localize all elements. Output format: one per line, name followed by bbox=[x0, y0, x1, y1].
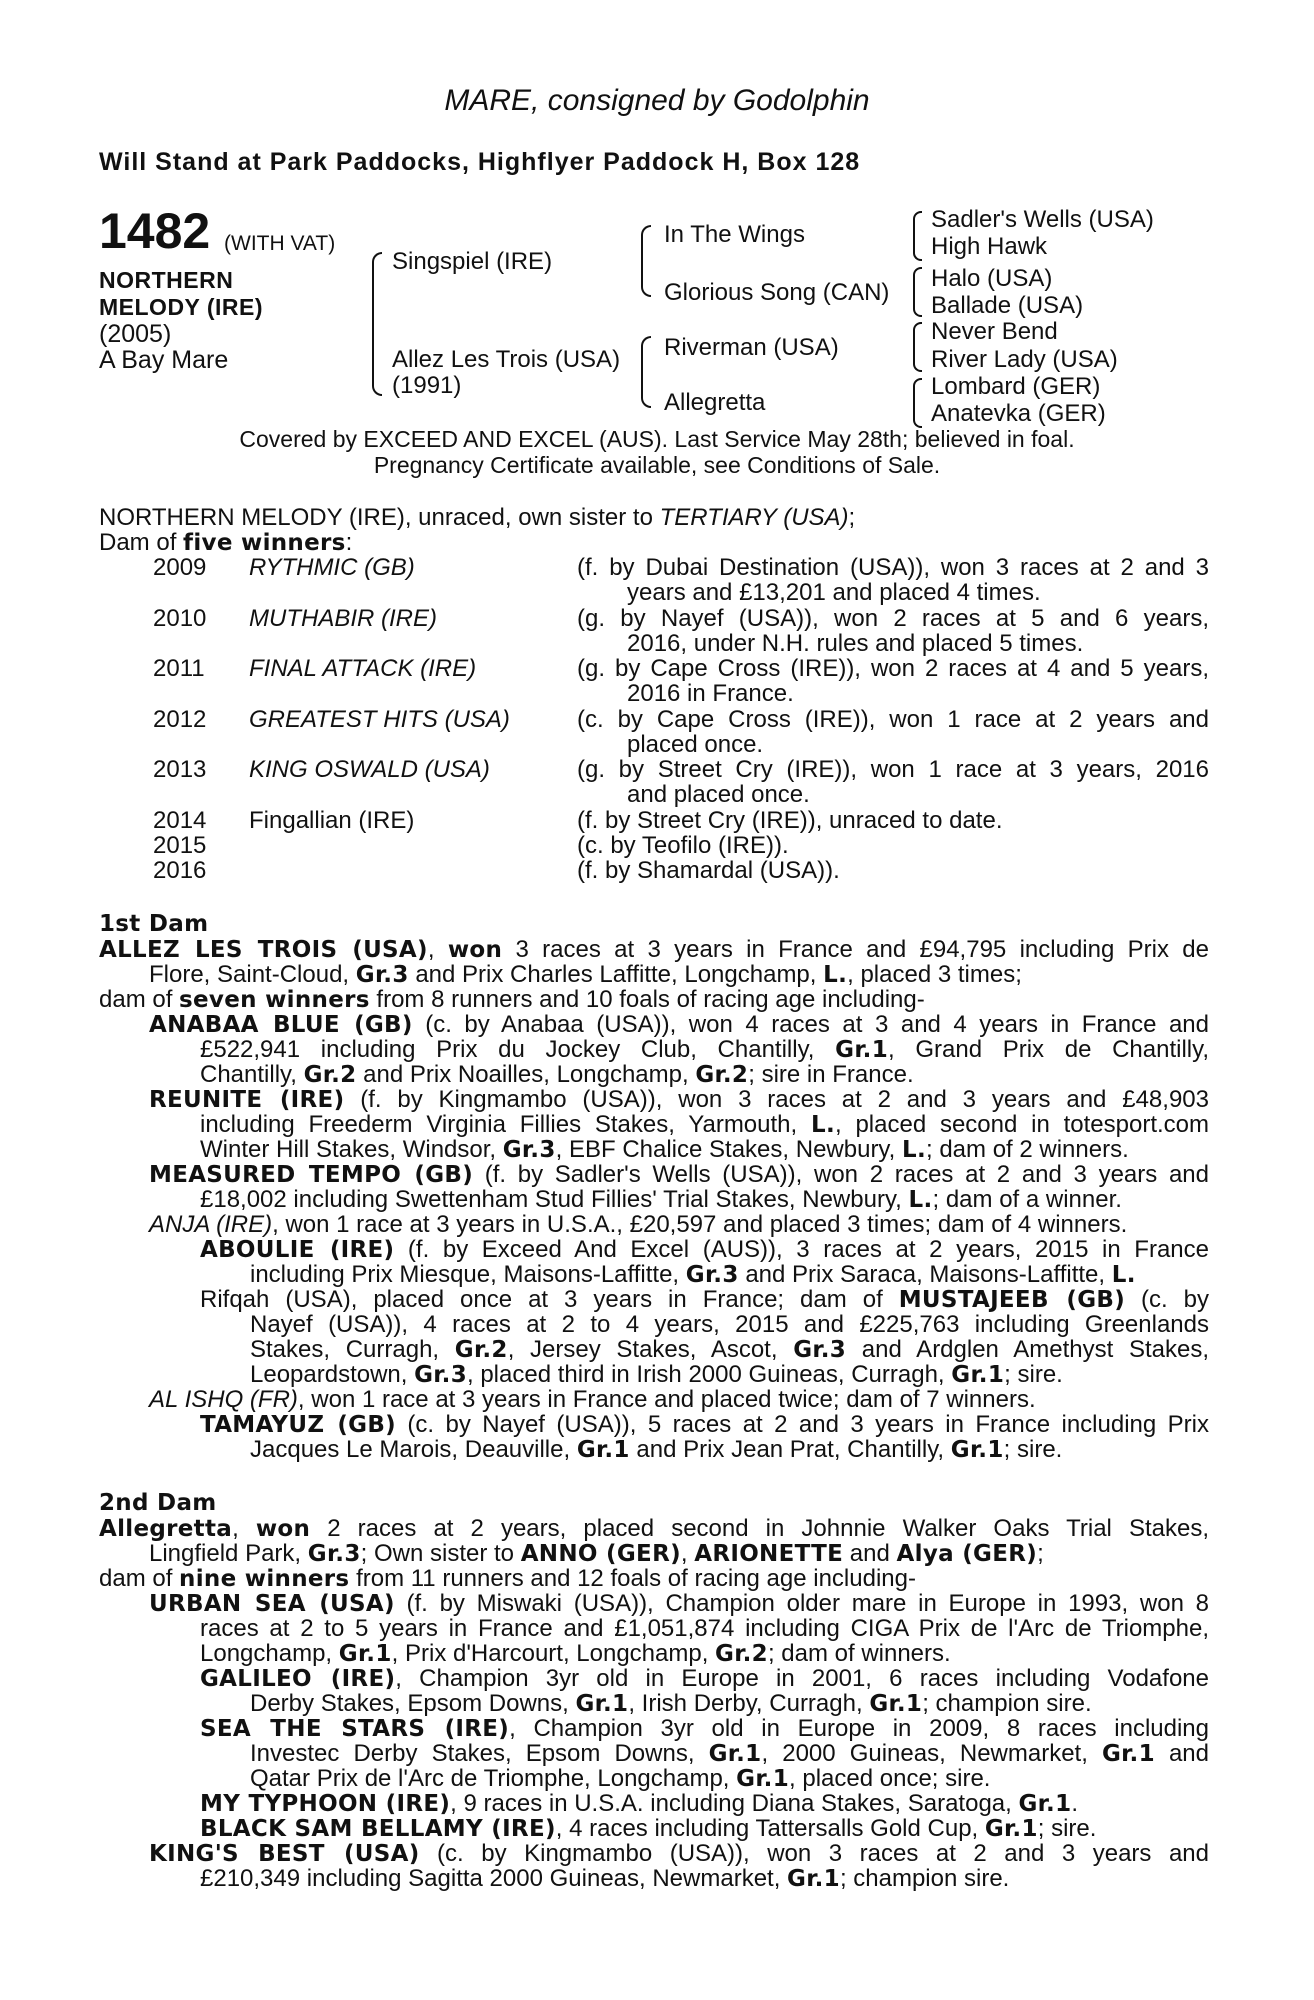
produce-year: 2009 bbox=[153, 554, 207, 581]
kings-line1: KING'S BEST (USA) (c. by Kingmambo (USA)), won 3 races at 2 and 3 years and bbox=[149, 1840, 1209, 1867]
produce-detail: (f. by Street Cry (IRE)), unraced to date. bbox=[577, 807, 1003, 834]
pedigree-brace-g1 bbox=[913, 211, 922, 261]
pedigree-dam-year: (1991) bbox=[392, 372, 462, 399]
produce-year: 2014 bbox=[153, 807, 207, 834]
foaling-year: (2005) bbox=[99, 320, 172, 348]
rifqah-line4: Leopardstown, Gr.3, placed third in Irish 2000 Guineas, Curragh, Gr.1; sire. bbox=[250, 1361, 1063, 1388]
covered-line: Covered by EXCEED AND EXCEL (AUS). Last Service May 28th; believed in foal. bbox=[239, 426, 1075, 452]
sea-line3: Qatar Prix de l'Arc de Triomphe, Longchamp, Gr.1, placed once; sire. bbox=[250, 1765, 991, 1792]
produce-detail-cont: placed once. bbox=[627, 731, 764, 758]
produce-detail-cont: 2016 in France. bbox=[627, 680, 794, 707]
reunite-line1: REUNITE (IRE) (f. by Kingmambo (USA)), won 3 races at 2 and 3 years and £48,903 bbox=[149, 1086, 1209, 1113]
bellamy-line: BLACK SAM BELLAMY (IRE), 4 races including Tattersalls Gold Cup, Gr.1; sire. bbox=[200, 1815, 1097, 1842]
pedigree-dam-dam: Allegretta bbox=[664, 389, 766, 416]
produce-year: 2011 bbox=[153, 655, 205, 682]
summary-line2: Dam of five winners: bbox=[99, 529, 353, 556]
produce-detail: (c. by Teofilo (IRE)). bbox=[577, 832, 789, 859]
pedigree-sire: Singspiel (IRE) bbox=[392, 248, 553, 275]
produce-detail: (g. by Cape Cross (IRE)), won 2 races at 4 and 5 years, bbox=[577, 655, 1209, 682]
pedigree-brace-main bbox=[372, 252, 382, 396]
pedigree-sire-dam: Glorious Song (CAN) bbox=[664, 279, 890, 306]
produce-year: 2015 bbox=[153, 832, 207, 859]
produce-detail-cont: 2016, under N.H. rules and placed 5 times. bbox=[627, 630, 1084, 657]
pedigree-g4: Ballade (USA) bbox=[931, 292, 1084, 319]
vat-note: (WITH VAT) bbox=[224, 232, 336, 255]
produce-name: GREATEST HITS (USA) bbox=[249, 706, 510, 733]
pedigree-g8: Anatevka (GER) bbox=[931, 400, 1106, 427]
sea-line2: Investec Derby Stakes, Epsom Downs, Gr.1, 2000 Guineas, Newmarket, Gr.1 and bbox=[250, 1740, 1210, 1767]
page-title: MARE, consigned by Godolphin bbox=[444, 84, 870, 117]
produce-year: 2016 bbox=[153, 857, 207, 884]
pedigree-brace-g3 bbox=[913, 322, 922, 372]
rifqah-line1: Rifqah (USA), placed once at 3 years in France; dam of MUSTAJEEB (GB) (c. by bbox=[200, 1286, 1209, 1313]
pedigree-g7: Lombard (GER) bbox=[931, 373, 1101, 400]
lot-number: 1482 bbox=[99, 203, 211, 259]
horse-name-line2: MELODY (IRE) bbox=[99, 294, 264, 320]
produce-year: 2013 bbox=[153, 756, 207, 783]
first-dam-line1: ALLEZ LES TROIS (USA), won 3 races at 3 years in France and £94,795 including Prix de bbox=[99, 936, 1209, 963]
second-dam-line1: Allegretta, won 2 races at 2 years, placed second in Johnnie Walker Oaks Trial Stakes, bbox=[99, 1515, 1209, 1542]
stand-location: Will Stand at Park Paddocks, Highflyer Paddock H, Box 128 bbox=[99, 148, 861, 176]
kings-line2: £210,349 including Sagitta 2000 Guineas, Newmarket, Gr.1; champion sire. bbox=[200, 1865, 1010, 1892]
anabaa-line3: Chantilly, Gr.2 and Prix Noailles, Longchamp, Gr.2; sire in France. bbox=[200, 1061, 914, 1088]
urban-line1: URBAN SEA (USA) (f. by Miswaki (USA)), Champion older mare in Europe in 1993, won 8 bbox=[149, 1590, 1209, 1617]
pedigree-g5: Never Bend bbox=[931, 318, 1058, 345]
produce-name: MUTHABIR (IRE) bbox=[249, 605, 437, 632]
produce-name: RYTHMIC (GB) bbox=[249, 554, 415, 581]
produce-year: 2010 bbox=[153, 605, 207, 632]
produce-detail: (g. by Nayef (USA)), won 2 races at 5 and 6 years, bbox=[577, 605, 1209, 632]
second-dam-heading: 2nd Dam bbox=[99, 1490, 217, 1516]
first-dam-heading: 1st Dam bbox=[99, 911, 209, 937]
rifqah-line3: Stakes, Curragh, Gr.2, Jersey Stakes, Ascot, Gr.3 and Ardglen Amethyst Stakes, bbox=[250, 1336, 1210, 1363]
pregnancy-line: Pregnancy Certificate available, see Conditions of Sale. bbox=[373, 452, 941, 478]
tamayuz-line2: Jacques Le Marois, Deauville, Gr.1 and Prix Jean Prat, Chantilly, Gr.1; sire. bbox=[250, 1436, 1063, 1463]
pedigree-g2: High Hawk bbox=[931, 233, 1048, 260]
anabaa-line1: ANABAA BLUE (GB) (c. by Anabaa (USA)), won 4 races at 3 and 4 years in France and bbox=[149, 1011, 1210, 1038]
pedigree-g1: Sadler's Wells (USA) bbox=[931, 206, 1154, 233]
aboulie-line1: ABOULIE (IRE) (f. by Exceed And Excel (AUS)), 3 races at 2 years, 2015 in France bbox=[200, 1236, 1209, 1263]
horse-description: A Bay Mare bbox=[99, 346, 229, 374]
produce-name: FINAL ATTACK (IRE) bbox=[249, 655, 477, 682]
first-dam-line2: Flore, Saint-Cloud, Gr.3 and Prix Charles Laffitte, Longchamp, L., placed 3 times; bbox=[149, 961, 1022, 988]
produce-detail: (c. by Cape Cross (IRE)), won 1 race at 2 years and bbox=[577, 706, 1209, 733]
produce-detail: (g. by Street Cry (IRE)), won 1 race at 3 years, 2016 bbox=[577, 756, 1209, 783]
pedigree-brace-sire bbox=[641, 225, 651, 297]
first-dam-line3: dam of seven winners from 8 runners and 10 foals of racing age including- bbox=[99, 986, 925, 1013]
pedigree-g3: Halo (USA) bbox=[931, 265, 1053, 292]
sea-line1: SEA THE STARS (IRE), Champion 3yr old in Europe in 2009, 8 races including bbox=[200, 1715, 1210, 1742]
anja-line: ANJA (IRE), won 1 race at 3 years in U.S.A., £20,597 and placed 3 times; dam of 4 winners. bbox=[149, 1211, 1128, 1238]
second-dam-line2: Lingfield Park, Gr.3; Own sister to ANNO (GER), ARIONETTE and Alya (GER); bbox=[149, 1540, 1044, 1567]
reunite-line3: Winter Hill Stakes, Windsor, Gr.3, EBF Chalice Stakes, Newbury, L.; dam of 2 winners. bbox=[200, 1136, 1129, 1163]
galileo-line1: GALILEO (IRE), Champion 3yr old in Europe in 2001, 6 races including Vodafone bbox=[200, 1665, 1209, 1692]
galileo-line2: Derby Stakes, Epsom Downs, Gr.1, Irish Derby, Curragh, Gr.1; champion sire. bbox=[250, 1690, 1092, 1717]
reunite-line2: including Freederm Virginia Fillies Stakes, Yarmouth, L., placed second in totesport.com bbox=[200, 1111, 1209, 1138]
produce-name: Fingallian (IRE) bbox=[249, 807, 415, 834]
produce-detail-cont: years and £13,201 and placed 4 times. bbox=[627, 579, 1041, 606]
aboulie-line2: including Prix Miesque, Maisons-Laffitte, Gr.3 and Prix Saraca, Maisons-Laffitte, L. bbox=[250, 1261, 1136, 1288]
anabaa-line2: £522,941 including Prix du Jockey Club, Chantilly, Gr.1, Grand Prix de Chantilly, bbox=[200, 1036, 1209, 1063]
pedigree-brace-g4 bbox=[913, 378, 922, 428]
pedigree-brace-dam bbox=[641, 336, 651, 408]
measured-line2: £18,002 including Swettenham Stud Fillies' Trial Stakes, Newbury, L.; dam of a winner. bbox=[200, 1186, 1122, 1213]
produce-name: KING OSWALD (USA) bbox=[249, 756, 490, 783]
pedigree-sire-sire: In The Wings bbox=[664, 221, 805, 248]
horse-name-line1: NORTHERN bbox=[99, 267, 234, 293]
pedigree-dam: Allez Les Trois (USA) bbox=[392, 346, 621, 373]
typhoon-line: MY TYPHOON (IRE), 9 races in U.S.A. including Diana Stakes, Saratoga, Gr.1. bbox=[200, 1790, 1079, 1817]
produce-year: 2012 bbox=[153, 706, 207, 733]
summary-line1: NORTHERN MELODY (IRE), unraced, own sister to TERTIARY (USA); bbox=[99, 504, 856, 531]
rifqah-line2: Nayef (USA)), 4 races at 2 to 4 years, 2015 and £225,763 including Greenlands bbox=[250, 1311, 1209, 1338]
pedigree-g6: River Lady (USA) bbox=[931, 346, 1118, 373]
produce-detail: (f. by Dubai Destination (USA)), won 3 races at 2 and 3 bbox=[577, 554, 1209, 581]
tamayuz-line1: TAMAYUZ (GB) (c. by Nayef (USA)), 5 races at 2 and 3 years in France including Prix bbox=[200, 1411, 1209, 1438]
urban-line3: Longchamp, Gr.1, Prix d'Harcourt, Longchamp, Gr.2; dam of winners. bbox=[200, 1640, 951, 1667]
alishq-line: AL ISHQ (FR), won 1 race at 3 years in France and placed twice; dam of 7 winners. bbox=[149, 1386, 1036, 1413]
produce-detail-cont: and placed once. bbox=[627, 781, 810, 808]
urban-line2: races at 2 to 5 years in France and £1,051,874 including CIGA Prix de l'Arc de Triomphe, bbox=[200, 1615, 1209, 1642]
produce-detail: (f. by Shamardal (USA)). bbox=[577, 857, 840, 884]
pedigree-dam-sire: Riverman (USA) bbox=[664, 334, 839, 361]
second-dam-line3: dam of nine winners from 11 runners and 12 foals of racing age including- bbox=[99, 1565, 916, 1592]
pedigree-brace-g2 bbox=[913, 267, 922, 317]
measured-line1: MEASURED TEMPO (GB) (f. by Sadler's Wells (USA)), won 2 races at 2 and 3 years and bbox=[149, 1161, 1209, 1188]
